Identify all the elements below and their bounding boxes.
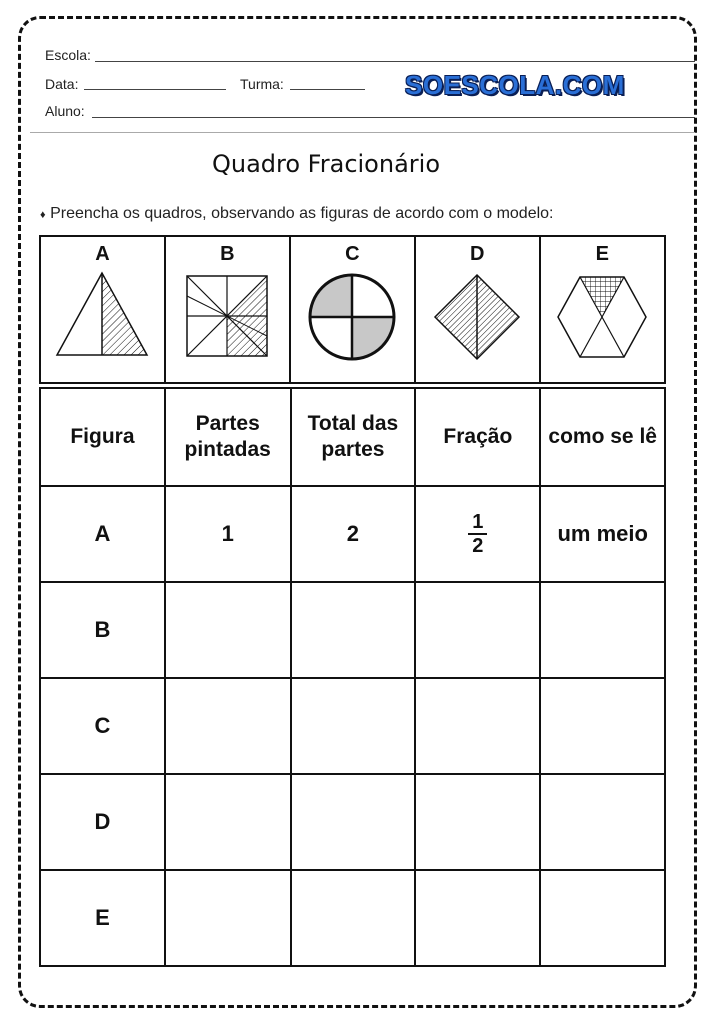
fraction-numerator: 1: [468, 511, 487, 535]
header-figura: Figura: [40, 388, 165, 486]
table-row: [40, 486, 665, 582]
row-figura: A: [40, 486, 165, 582]
row-figura: E: [40, 870, 165, 966]
row-partes: 1: [165, 486, 291, 582]
triangle-figure-icon: [52, 271, 152, 361]
turma-label: Turma:: [240, 76, 284, 92]
row-fracao: [415, 486, 540, 582]
figure-cell-d: [415, 236, 540, 383]
row-partes[interactable]: [165, 582, 291, 678]
row-figura: D: [40, 774, 165, 870]
logo: SOESCOLA.COM: [405, 70, 625, 100]
row-leitura[interactable]: [540, 870, 665, 966]
page-title: Quadro Fracionário: [211, 150, 440, 178]
circle-figure-icon: [302, 271, 402, 363]
hexagon-figure-icon: [550, 271, 654, 363]
fraction: [468, 511, 487, 557]
figure-cell-b: [165, 236, 290, 383]
figure-cell-c: [290, 236, 415, 383]
escola-label: Escola:: [45, 47, 91, 63]
row-fracao[interactable]: [415, 870, 540, 966]
figure-cell-e: [540, 236, 665, 383]
row-figura: C: [40, 678, 165, 774]
header-fracao: Fração: [415, 388, 540, 486]
row-leitura: um meio: [540, 486, 665, 582]
row-total: 2: [291, 486, 416, 582]
instruction: [40, 205, 554, 223]
figure-letter: D: [470, 243, 485, 265]
fraction-table: [39, 387, 666, 967]
row-figura: B: [40, 582, 165, 678]
row-total[interactable]: [291, 582, 416, 678]
aluno-field[interactable]: [92, 117, 695, 118]
row-total[interactable]: [291, 870, 416, 966]
table-row: [40, 774, 665, 870]
escola-field[interactable]: [95, 61, 695, 62]
fraction-denominator: 2: [472, 534, 484, 557]
instruction-text: Preencha os quadros, observando as figuras de acordo com o modelo:: [50, 205, 554, 222]
header-como-se-le: como se lê: [540, 388, 665, 486]
turma-field[interactable]: [290, 89, 365, 90]
row-leitura[interactable]: [540, 774, 665, 870]
row-leitura[interactable]: [540, 678, 665, 774]
row-partes[interactable]: [165, 774, 291, 870]
row-partes[interactable]: [165, 678, 291, 774]
aluno-label: Aluno:: [45, 103, 85, 119]
row-fracao[interactable]: [415, 678, 540, 774]
bullet-icon: ♦: [40, 209, 46, 221]
header-divider: [30, 132, 695, 133]
header-partes-pintadas: Partes pintadas: [165, 388, 291, 486]
figure-letter: C: [345, 243, 360, 265]
figures-table: [39, 235, 666, 384]
row-fracao[interactable]: [415, 774, 540, 870]
row-total[interactable]: [291, 774, 416, 870]
figure-cell-a: [40, 236, 165, 383]
row-total[interactable]: [291, 678, 416, 774]
row-leitura[interactable]: [540, 582, 665, 678]
square-figure-icon: [177, 271, 277, 361]
figure-letter: A: [95, 243, 110, 265]
diamond-figure-icon: [427, 271, 527, 363]
figure-letter: B: [220, 243, 235, 265]
data-field[interactable]: [84, 89, 226, 90]
figure-letter: E: [595, 243, 610, 265]
table-row: [40, 678, 665, 774]
row-partes[interactable]: [165, 870, 291, 966]
header-total-partes: Total das partes: [291, 388, 416, 486]
table-header-row: [40, 388, 665, 486]
table-row: [40, 870, 665, 966]
row-fracao[interactable]: [415, 582, 540, 678]
table-row: [40, 582, 665, 678]
data-label: Data:: [45, 76, 79, 92]
